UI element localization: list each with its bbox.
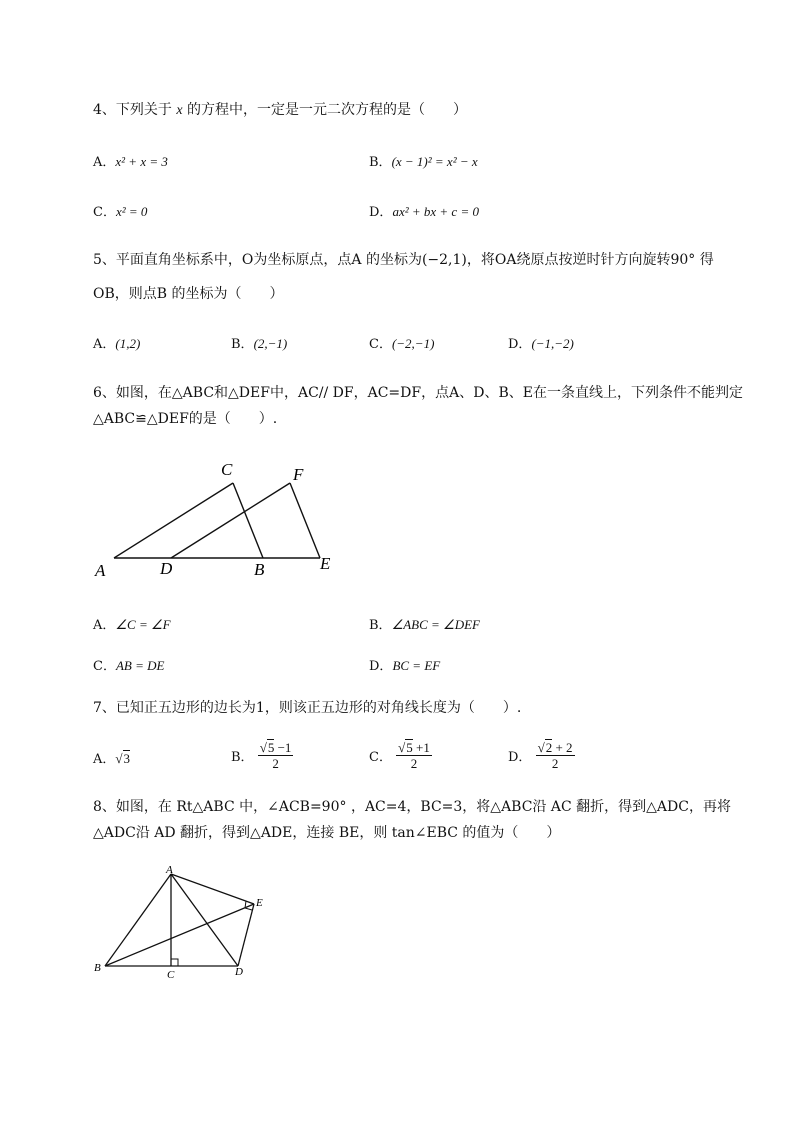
fig6-label-c: C [221, 460, 233, 479]
q8-stem-line2: △ADC沿 AD 翻折，得到△ADE，连接 BE，则 tan∠EBC 的值为（ ） [93, 825, 561, 841]
fig8-label-c: C [167, 969, 175, 981]
q4-option-c: C．x² = 0 [93, 204, 148, 220]
q7-option-a: A．√3 [93, 751, 131, 767]
line-fe [290, 483, 320, 558]
q5-stem-line1: 5、平面直角坐标系中，O为坐标原点，点A 的坐标为(−2,1)，将OA绕原点按逆时针方向旋转90° 得 [93, 252, 714, 268]
q5-stem-line2: OB，则点B 的坐标为（ ） [93, 286, 284, 302]
fig8-label-b: B [94, 962, 101, 974]
q6-option-c: C．AB = DE [93, 658, 165, 674]
q5-option-d: D．(−1,−2) [508, 336, 574, 352]
q6-triangle-figure [90, 455, 350, 580]
q5-option-c: C．(−2,−1) [369, 336, 435, 352]
q6-option-b: B．∠ABC = ∠DEF [369, 617, 480, 633]
fig8-label-d: D [235, 966, 243, 978]
line-df [171, 483, 290, 558]
line-ad [171, 874, 238, 966]
q7-fraction-d: $\frac{√2 + 2}{2}$ [537, 740, 573, 771]
fig6-label-e: E [320, 554, 331, 573]
q7-fraction-b: $\frac{√5 -1}{2}$ [259, 740, 292, 771]
q8-triangle-figure [90, 862, 280, 982]
fig6-label-d: D [160, 559, 173, 578]
q8-stem-line1: 8、如图，在 Rt△ABC 中，∠ACB=90° ，AC=4，BC=3，将△ABC沿 AC 翻折，得到△ADC，再将 [93, 799, 731, 815]
line-cb [233, 483, 263, 558]
fig8-label-a: A [166, 864, 173, 876]
q4-option-a: A．x² + x = 3 [93, 154, 168, 170]
q4-option-d: D．ax² + bx + c = 0 [369, 204, 479, 220]
q4-stem: 4、下列关于 x 的方程中，一定是一元二次方程的是（ ） [93, 102, 468, 118]
right-angle-mark-c [171, 959, 178, 966]
q7-stem: 7、已知正五边形的边长为1，则该正五边形的对角线长度为（ ）. [93, 700, 522, 716]
q6-option-d: D．BC = EF [369, 658, 441, 674]
q6-stem-line2: △ABC≌△DEF的是（ ）. [93, 411, 278, 427]
q4-option-b: B．(x − 1)² = x² − x [369, 154, 478, 170]
line-ed [238, 904, 254, 966]
q5-option-a: A．(1,2) [93, 336, 141, 352]
fig6-label-b: B [254, 560, 265, 579]
fig8-label-e: E [256, 897, 263, 909]
q6-stem-line1: 6、如图，在△ABC和△DEF中，AC// DF，AC=DF，点A、D、B、E在一条直线上，下列条件不能判定 [93, 385, 743, 401]
q7-fraction-c: $\frac{√5 +1}{2}$ [398, 740, 430, 771]
q7-option-b: B． $\frac{√5 -1}{2}$ [231, 740, 292, 771]
fig6-label-a: A [95, 561, 106, 580]
q7-option-d: D． $\frac{√2 + 2}{2}$ [508, 740, 573, 771]
q6-option-a: A．∠C = ∠F [93, 617, 171, 633]
line-ae [171, 874, 254, 904]
line-ac [114, 483, 233, 558]
fig6-label-f: F [293, 465, 304, 484]
q7-option-c: C． $\frac{√5 +1}{2}$ [369, 740, 430, 771]
q5-option-b: B．(2,−1) [231, 336, 288, 352]
